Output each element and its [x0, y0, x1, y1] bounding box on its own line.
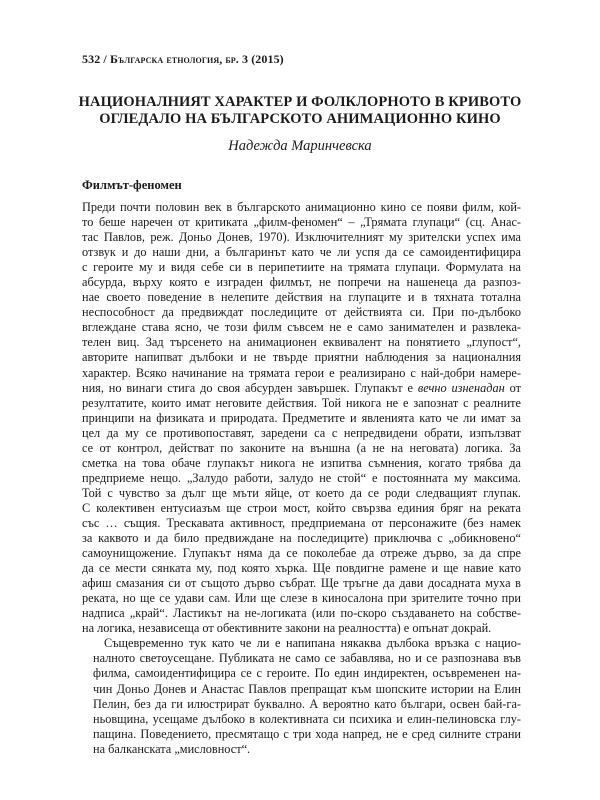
text-line: тас Павлов, реж. Доньо Донев, 1970). Изключителният му зрителски успех има [82, 230, 521, 245]
text-line: за каквото и да било предвиждане на последиците) приключва с „обикновено“ [82, 531, 521, 546]
emphasis-text: вечно изненадан [417, 380, 505, 395]
text-line: абсурда, върху която е изграден филмът, не попречи на нашенеца да разпоз- [82, 275, 521, 290]
text-fragment: от [509, 380, 521, 395]
text-line: предприеме нещо. „Залудо работи, залудо не стой“ е постоянната му максима. [82, 470, 521, 485]
text-line: на логика, независеща от обективните закони на реалността) е опънат докрай. [82, 621, 492, 636]
text-line: С колективен ентусиазъм ще строи мост, който свързва единия бряг на реката [82, 500, 521, 515]
article-body [82, 200, 521, 757]
text-line: сметка на това обаче глупакът никога не изпитва съмнения, когато трябва да [82, 455, 521, 470]
article-title-line-1: НАЦИОНАЛНИЯТ ХАРАКТЕР И ФОЛКЛОРНОТО В КРИВОТО [78, 94, 522, 110]
text-line: филма, самоидентифицира се с героите. По един индиректен, осъвременен на- [93, 666, 521, 681]
text-line: характер. Всяко начинание на трямата герои е реализирано с най-добри намере- [82, 365, 521, 380]
section-heading: Филмът-феномен [82, 178, 182, 192]
text-line: с героите му и видя себе си в перипетиите на трямата глупаци. Формулата на [82, 260, 521, 275]
text-line: надписа „край“. Ластикът на не-логиката (или по-скоро създаването на собстве- [82, 606, 521, 621]
text-line: със … същия. Трескавата активност, предприемана от персонажите (без намек [82, 515, 521, 530]
text-line: отзвук и до наши дни, а българинът като че ли успя да се самоидентифицира [82, 245, 521, 260]
article-title-line-2: ОГЛЕДАЛО НА БЪЛГАРСКОТО АНИМАЦИОННО КИНО [99, 111, 501, 127]
article-author: Надежда Маринчевска [228, 138, 372, 154]
text-fragment: ния, но винаги стига до своя абсурден завършек. Глупакът е [82, 380, 414, 395]
text-line [82, 381, 521, 396]
text-line: се от контрол, действат по законите на външна (а не на неговата) логика. За [82, 440, 521, 455]
text-line: телен виц. Зад търсенето на анимационен еквивалент на понятието „глупост“, [82, 335, 521, 350]
running-head [82, 52, 284, 67]
paragraph-2 [82, 636, 521, 756]
running-head-separator: / [103, 52, 107, 66]
text-line: нае своето поведение в нелепите действия на глупаците и в тяхната тотална [82, 290, 521, 305]
text-line: афиш смазания си от същото дърво събрат. Ще тръгне да дави досадната муха в [82, 576, 521, 591]
paragraph-1 [82, 200, 521, 636]
text-line: пащина. Поведението, пресмятащо с три хода напред, не е сред силните страни [93, 726, 521, 741]
text-line: реката, но ще се удави сам. Или ще слезе в киносалона при зрителите точно при [82, 591, 521, 606]
article-title [78, 94, 522, 128]
text-line: принципи на физиката и природата. Предметите и явленията като че ли имат за [82, 410, 521, 425]
text-line: резултатите, които имат неговите действия. Той никога не е запознат с реалните [82, 395, 521, 410]
text-line: да се мести сянката му, под която хърка. Ще повдигне рамене и ще навие като [82, 561, 521, 576]
text-line: самоунищожение. Глупакът няма да се поколебае да отреже дърво, за да спре [82, 546, 521, 561]
text-line: Пелин, без да ги илюстрират буквално. А вероятно като българи, освен бай-га- [93, 696, 521, 711]
text-line: неспособност да предвиждат последиците от действията си. При по-дълбоко [82, 305, 521, 320]
text-line: авторите напипват дълбоки и не твърде приятни наблюдения за националния [82, 350, 521, 365]
text-line: то беше наречен от критиката „филм-феномен“ – „Трямата глупаци“ (сц. Анас- [82, 215, 521, 230]
text-line: чин Доньо Донев и Анастас Павлов препращат към шопските истории на Елин [93, 681, 521, 696]
text-line: цел да му се противопоставят, заредени са с непредвидени обрати, изпълзват [82, 425, 521, 440]
text-line: Същевременно тук като че ли е напипана някаква дълбока връзка с нацио- [104, 636, 521, 651]
text-line: Той с чувство за дълг ще мъти яйце, от което да се роди следващият глупак. [82, 485, 521, 500]
journal-name: Българска етнология, бр. 3 (2015) [109, 52, 284, 66]
page-number: 532 [82, 52, 101, 66]
text-line: на балканската „мисловност“. [93, 741, 251, 756]
text-line: налното светоусещане. Публиката не само се забавлява, но и се разпознава във [93, 651, 521, 666]
text-line: ньовщина, усещаме дълбоко в колективната си психика и елин-пелиновска глу- [93, 711, 521, 726]
text-line: Преди почти половин век в българското анимационно кино се появи филм, кой- [82, 200, 521, 214]
text-line: вглеждане става ясно, че този филм съвсем не е само занимателен и развлека- [82, 320, 521, 335]
